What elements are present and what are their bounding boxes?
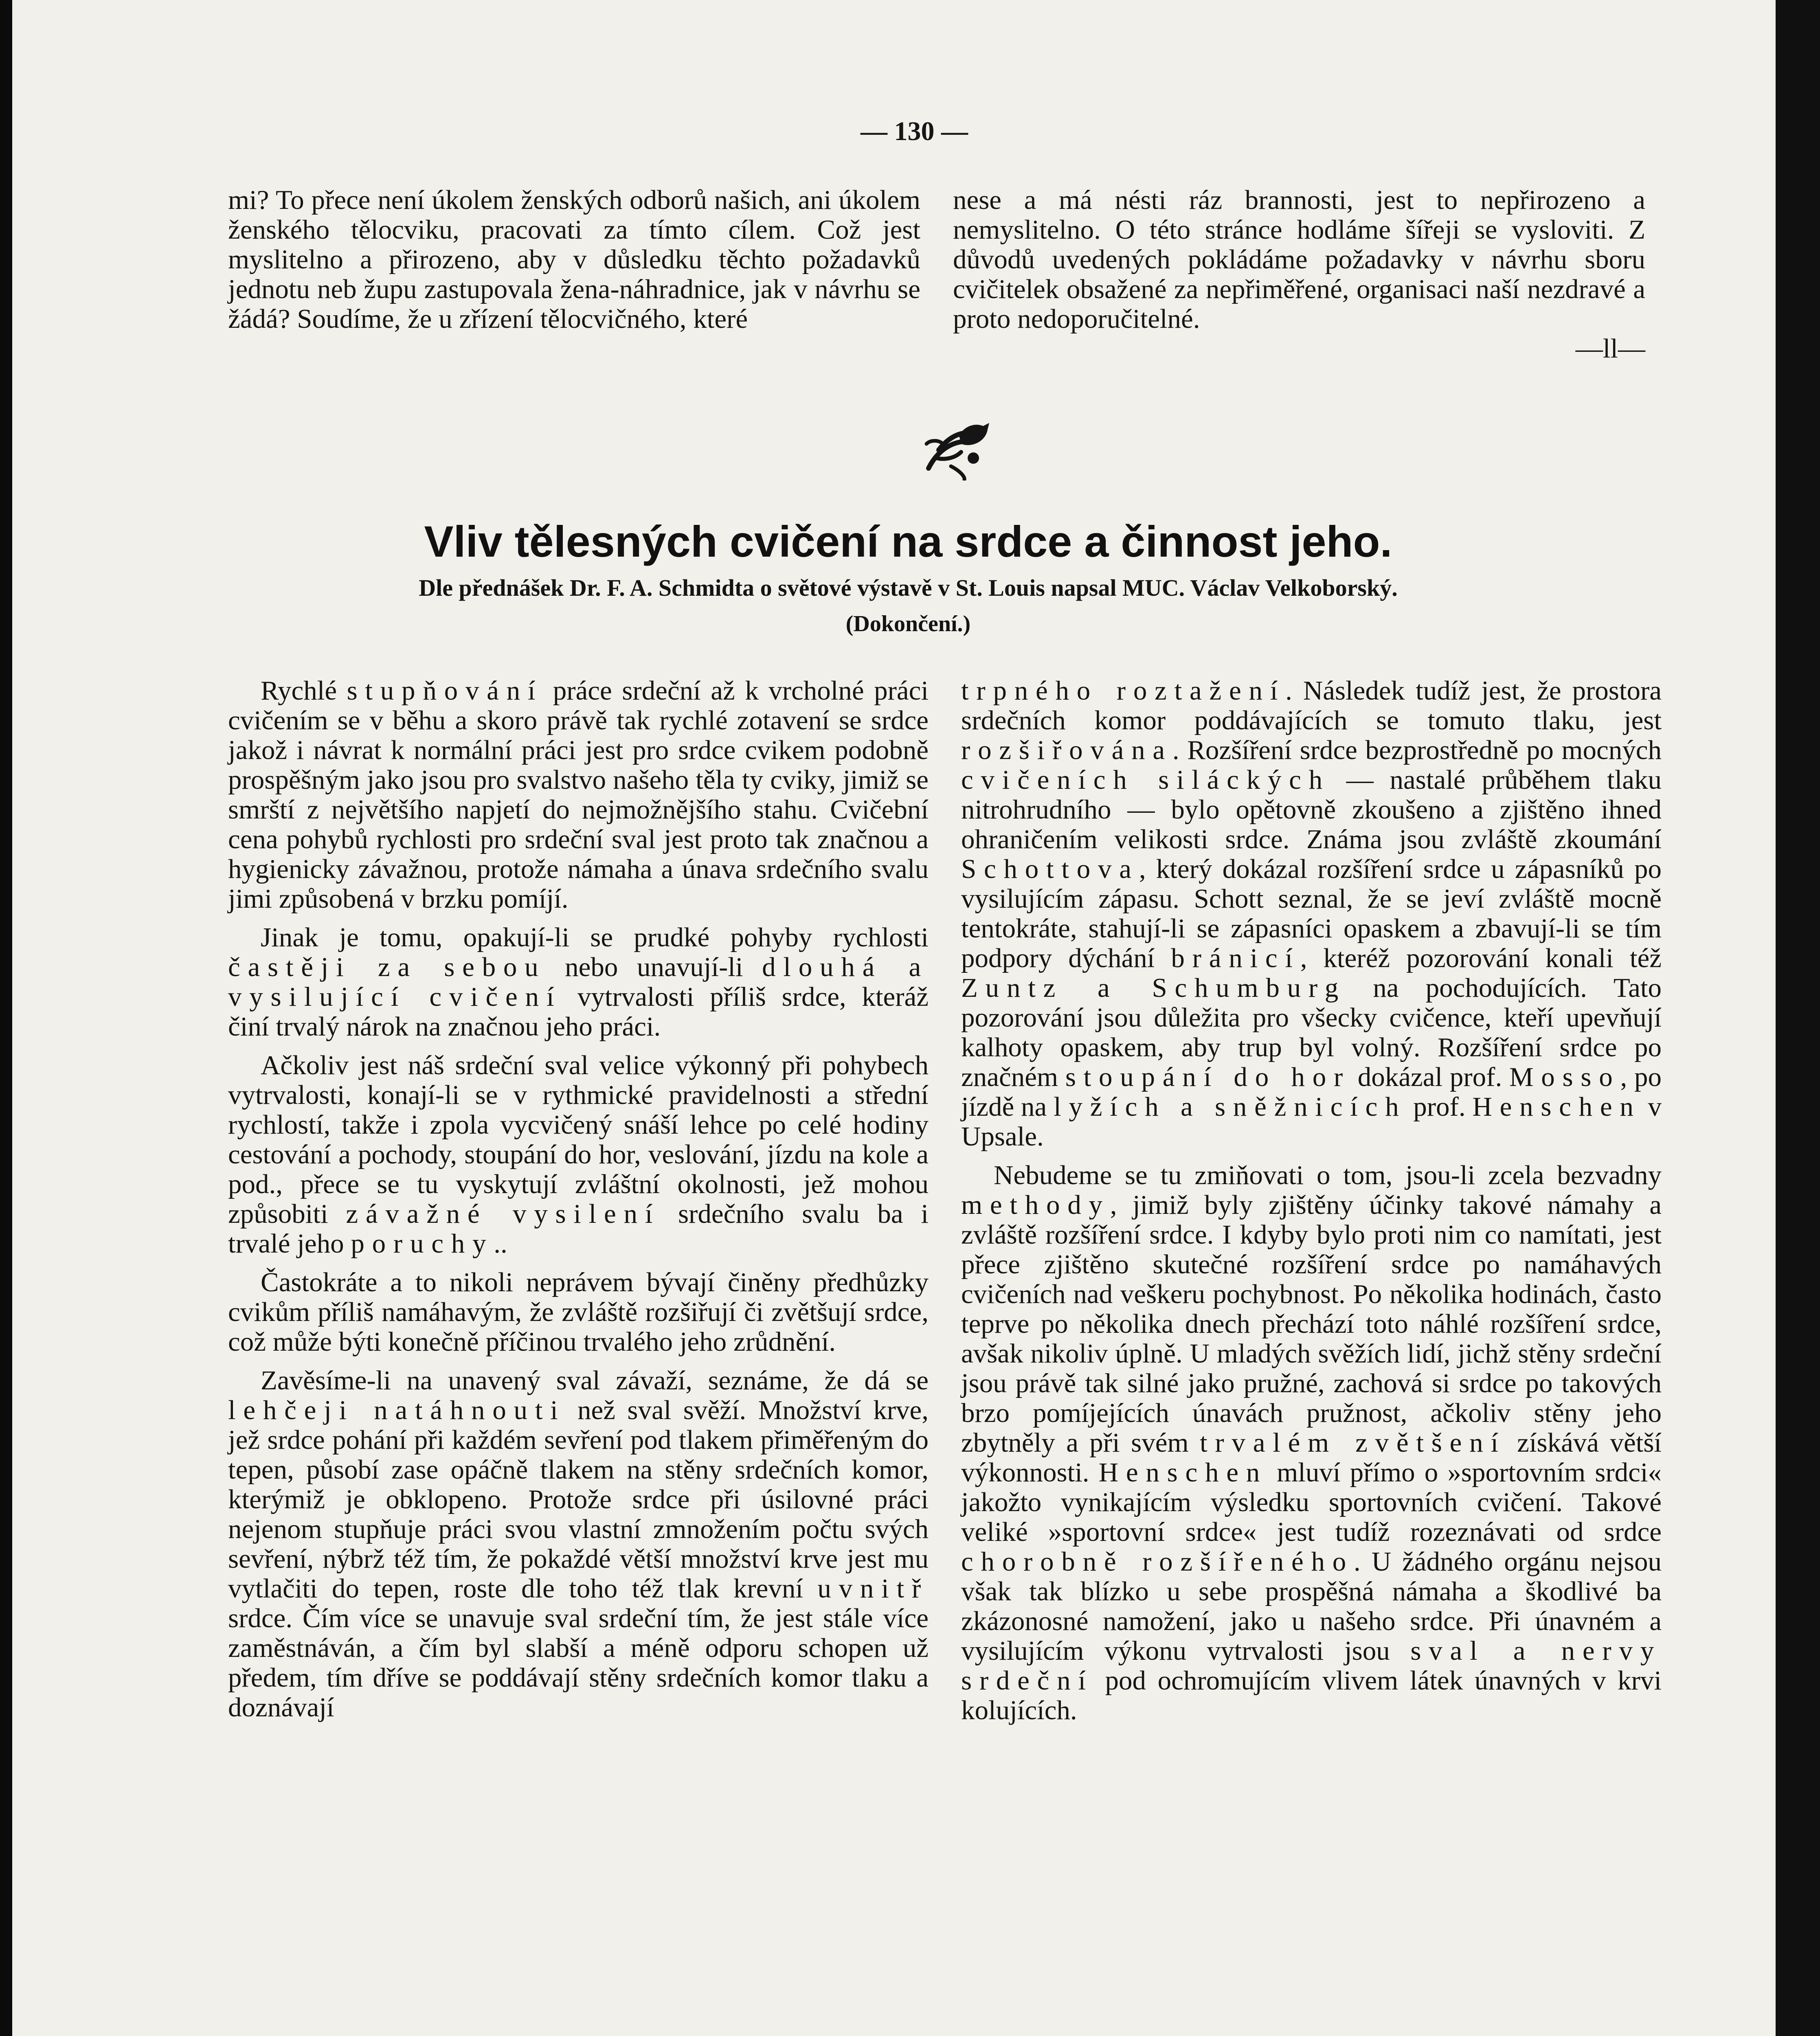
top-left-paragraph: mi? To přece není úkolem ženských odborů našich, ani úkolem ženského tělocviku, pracovati za tímto cílem. Což jest myslitelno a přirozeno, aby v důsledku těchto požadavků jednotu neb župu zastupovala žena-náhradnice, jak v návrhu se žádá? Soudíme, že u zřízení tělocvičného, které [228, 185, 920, 334]
author-signature: —ll— [1575, 333, 1645, 364]
top-right-text: nese a má nésti ráz brannosti, jest to nepřirozeno a nemyslitelno. O této stránce hodláme šířeji se vysloviti. Z důvodů uvedených pokládáme požadavky v návrhu sboru cvičitelek obsažené za nepřiměřené, organisaci naší nezdravé a proto nedoporučitelné. [953, 185, 1645, 334]
continuation-note: (Dokončení.) [845, 611, 971, 636]
paragraph-4: Častokráte a to nikoli neprávem bývají činěny předhůzky cvikům příliš namáhavým, že zvláště rozšiřují či zvětšují srdce, což může býti konečně příčinou trvalého jeho zrůdnění. [228, 1267, 929, 1357]
article-title: Vliv tělesných cvičení na srdce a činnost jeho. [424, 517, 1392, 566]
paragraph-1: Rychlé stupňování práce srdeční až k vrcholné práci cvičením se v běhu a skoro právě tak rychlé zotavení se srdce jakož i návrat k normální práci jest pro srdce cvikem podobně prospěšným jako jsou pro svalstvo našeho těla ty cviky, jimiž se smrští z největšího napjetí do nejmožnějšího stahu. Cvičební cena pohybů rychlosti pro srdeční sval jest proto tak značnou a hygienicky závažnou, protože námaha a únava srdečního svalu jimi způsobená v brzku pomíjí. [228, 676, 929, 914]
paragraph-2: Jinak je tomu, opakují-li se prudké pohyby rychlosti častěji za sebou nebo unavují-li dlouhá a vysilující cvičení vytrvalosti příliš srdce, kteráž činí trvalý nárok na značnou jeho práci. [228, 922, 929, 1042]
journal-page [12, 0, 1776, 2036]
article-right-column [961, 676, 1662, 1725]
top-section-right-column [953, 185, 1645, 364]
paragraph-3: Ačkoliv jest náš srdeční sval velice výkonný při pohybech vytrvalosti, konají-li se v rythmické pravidelnosti a střední rychlostí, takže i zpola vycvičený snáší lehce po celé hodiny cestování a pochody, stoupání do hor, veslování, jízdu na kole a pod., přece se tu vyskytují zvláštní okolnosti, jež mohou způsobiti závažné vysilení srdečního svalu ba i trvalé jeho poruchy.. [228, 1050, 929, 1259]
article-left-column [228, 676, 929, 1722]
scan-border [1776, 0, 1820, 2036]
article-subtitle: Dle přednášek Dr. F. A. Schmidta o světové výstavě v St. Louis napsal MUC. Václav Velkoborský. [419, 575, 1398, 601]
floral-ornament-icon [920, 419, 990, 480]
page-number: — 130 — [861, 116, 968, 146]
paragraph-6: Nebudeme se tu zmiňovati o tom, jsou-li zcela bezvadny methody, jimiž byly zjištěny účinky takové námahy a zvláště rozšíření srdce. I kdyby bylo proti nim co namítati, jest přece zjištěno skutečné rozšíření srdce po namáhavých cvičeních nad veškeru pochybnost. Po několika hodinách, často teprve po několika dnech přechází toto náhlé rozšíření srdce, avšak nikoliv úplně. U mladých svěžích lidí, jichž stěny srdeční jsou právě tak silné jako pružné, zachová si srdce po takových brzo pomíjejících únavách pružnost, ačkoliv stěny jeho zbytněly a při svém trvalém zvětšení získává větší výkonnosti. Henschen mluví přímo o »sportovním srdci« jakožto vynikajícím výsledku sportovních cvičení. Takové veliké »sportovní srdce« jest tudíž rozeznávati od srdce chorobně rozšířeného. U žádného orgánu nejsou však tak blízko u sebe prospěšná námaha a škodlivé ba zkázonosné namožení, jako u našeho srdce. Při únavném a vysilujícím výkonu vytrvalosti jsou sval a nervy srdeční pod ochromujícím vlivem látek únavných v krvi kolujících. [961, 1160, 1662, 1725]
top-right-paragraph [953, 185, 1645, 364]
top-section-left-column [228, 185, 920, 334]
paragraph-5-part-2: trpného roztažení. Následek tudíž jest, že prostora srdečních komor poddávajících se tomuto tlaku, jest rozšiřována. Rozšíření srdce bezprostředně po mocných cvičeních siláckých — nastalé průběhem tlaku nitrohrudního — bylo opětovně zkoušeno a zjištěno ihned ohraničením velikosti srdce. Známa jsou zvláště zkoumání Schottova, který dokázal rozšíření srdce u zápasníků po vysilujícím zápasu. Schott seznal, že se jeví zvláště mocně tentokráte, stahují-li se zápasníci opaskem a zbavují-li se tím podpory dýchání bránicí, kteréž pozorování konali též Zuntz a Schumburg na pochodujících. Tato pozorování jsou důležita pro všecky cvičence, kteří upevňují kalhoty opaskem, aby trup byl volný. Rozšíření srdce po značném stoupání do hor dokázal prof. Mosso, po jízdě na lyžích a sněžnicích prof. Henschen v Upsale. [961, 676, 1662, 1152]
paragraph-5-part-1: Zavěsíme-li na unavený sval závaží, seznáme, že dá se lehčeji natáhnouti než sval svěží. Množství krve, jež srdce pohání při každém sevření pod tlakem přiměřeným do tepen, působí zase opáčně tlakem na stěny srdečních komor, kterýmiž je obklopeno. Protože srdce při úsilovné práci nejenom stupňuje práci svou vlastní zmnožením počtu svých sevření, nýbrž též tím, že pokaždé větší množství krve jest mu vytlačiti do tepen, roste dle toho též tlak krevní uvnitř srdce. Čím více se unavuje sval srdeční tím, že jest stále více zaměstnáván, a čím byl slabší a méně odporu schopen už předem, tím dříve se poddávají stěny srdečních komor tlaku a doznávají [228, 1365, 929, 1722]
